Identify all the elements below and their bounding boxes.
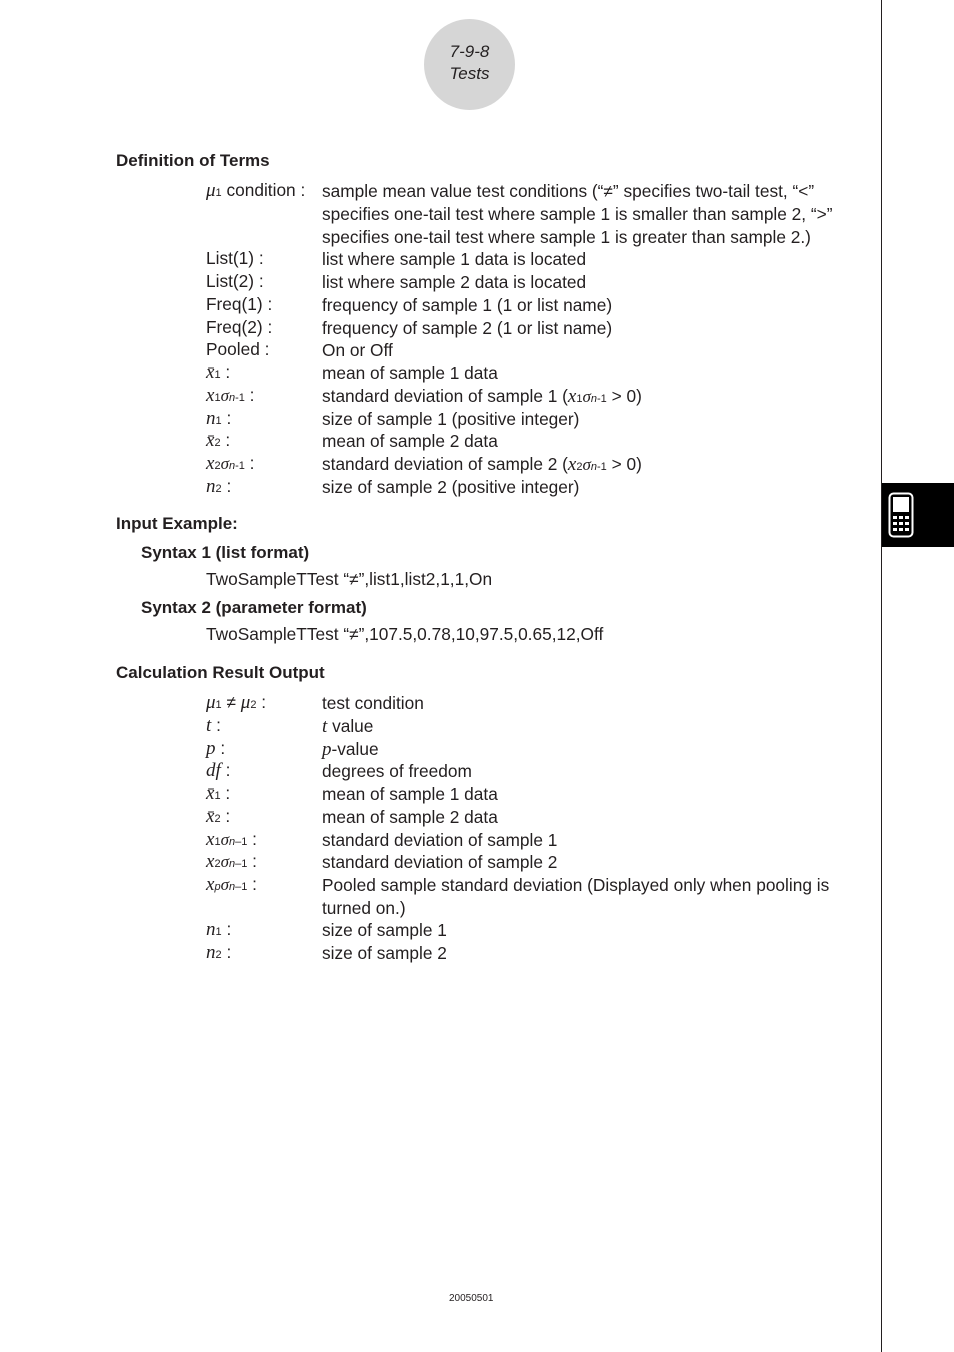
output-desc: mean of sample 1 data xyxy=(322,784,498,804)
chapter-tab xyxy=(882,483,954,547)
output-label: x1σn–1 : xyxy=(206,829,257,850)
output-desc: standard deviation of sample 2 xyxy=(322,852,558,872)
output-label: x2σn–1 : xyxy=(206,851,257,872)
term-label: Pooled : xyxy=(206,339,270,359)
term-label: Freq(2) : xyxy=(206,317,273,337)
page-badge xyxy=(424,19,515,110)
output-desc: t value xyxy=(322,716,374,737)
term-label: Freq(1) : xyxy=(206,294,273,314)
output-label: x̄1 : xyxy=(206,783,231,804)
output-desc: size of sample 2 xyxy=(322,943,447,963)
output-label: df : xyxy=(206,760,231,781)
term-desc: standard deviation of sample 1 (x1σn-1 > 0) xyxy=(322,386,642,407)
term-label: List(2) : xyxy=(206,271,264,291)
output-desc: test condition xyxy=(322,693,424,713)
term-label: List(1) : xyxy=(206,248,264,268)
term-desc: standard deviation of sample 2 (x2σn-1 > 0) xyxy=(322,454,642,475)
output-desc: standard deviation of sample 1 xyxy=(322,830,558,850)
term-desc: frequency of sample 2 (1 or list name) xyxy=(322,318,613,338)
term-desc: list where sample 1 data is located xyxy=(322,249,587,269)
term-label: x̄1 : xyxy=(206,362,231,383)
section-name: Tests xyxy=(449,64,490,83)
definition-heading: Definition of Terms xyxy=(116,151,270,170)
output-label: x̄2 : xyxy=(206,806,231,827)
term-desc: frequency of sample 1 (1 or list name) xyxy=(322,295,613,315)
syntax2-code: TwoSampleTTest “≠”,107.5,0.78,10,97.5,0.65,12,Off xyxy=(206,624,604,644)
output-label: t : xyxy=(206,715,221,736)
output-desc: mean of sample 2 data xyxy=(322,807,498,827)
output-desc: p-value xyxy=(322,739,379,760)
term-desc: mean of sample 2 data xyxy=(322,431,498,451)
calculator-icon xyxy=(888,492,914,538)
term-desc: mean of sample 1 data xyxy=(322,363,498,383)
output-label: xpσn–1 : xyxy=(206,874,257,895)
output-label: n2 : xyxy=(206,942,232,963)
term-label: μ1 condition : xyxy=(206,180,306,201)
term-desc: On or Off xyxy=(322,340,393,360)
output-label: p : xyxy=(206,738,226,759)
syntax2-heading: Syntax 2 (parameter format) xyxy=(141,598,367,617)
term-desc: list where sample 2 data is located xyxy=(322,272,587,292)
syntax1-code: TwoSampleTTest “≠”,list1,list2,1,1,On xyxy=(206,569,493,589)
syntax1-heading: Syntax 1 (list format) xyxy=(141,543,310,562)
output-label: n1 : xyxy=(206,919,232,940)
term-label: x̄2 : xyxy=(206,430,231,451)
term-label: x2σn-1 : xyxy=(206,453,255,474)
output-desc: Pooled sample standard deviation (Displayed only when pooling is turned on.) xyxy=(322,875,830,918)
term-label: n2 : xyxy=(206,476,232,497)
output-label: μ1 ≠ μ2 : xyxy=(206,692,267,713)
page-number: 7-9-8 xyxy=(449,42,490,61)
output-heading: Calculation Result Output xyxy=(116,663,325,682)
margin-rule xyxy=(881,0,882,1352)
term-desc: size of sample 2 (positive integer) xyxy=(322,477,580,497)
footer-code: 20050501 xyxy=(449,1293,494,1304)
term-desc: size of sample 1 (positive integer) xyxy=(322,409,580,429)
term-label: x1σn-1 : xyxy=(206,385,255,406)
term-label: n1 : xyxy=(206,408,232,429)
output-desc: size of sample 1 xyxy=(322,920,447,940)
input-example-heading: Input Example: xyxy=(116,514,238,533)
term-desc: sample mean value test conditions (“≠” specifies two-tail test, “<” specifies one-tail test where sample 1 is smaller than sample 2, “>” specifies one-tail test where sample 1 is greater than sample 2.) xyxy=(322,181,833,247)
output-desc: degrees of freedom xyxy=(322,761,472,781)
